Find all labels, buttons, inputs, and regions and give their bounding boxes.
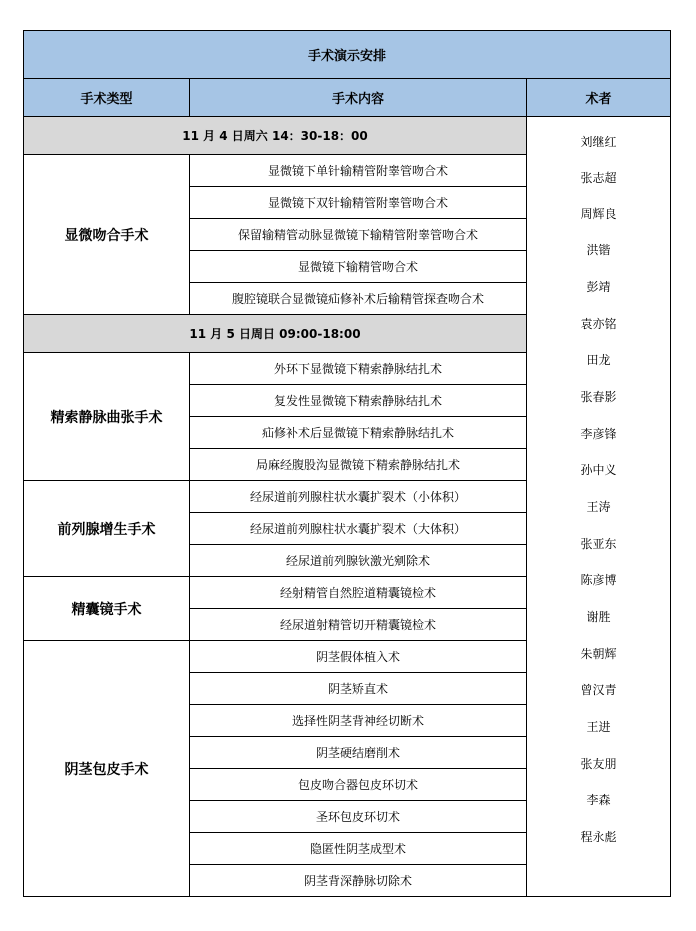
procedure-cell: 疝修补术后显微镜下精索静脉结扎术 xyxy=(190,417,527,449)
surgeon-name: 王涛 xyxy=(586,499,611,514)
surgeon-name: 李森 xyxy=(586,792,611,807)
surgeon-name: 李彦锋 xyxy=(580,426,617,441)
category-cell: 精索静脉曲张手术 xyxy=(24,353,190,481)
surgeon-name: 彭靖 xyxy=(586,279,611,294)
surgeon-name: 洪锴 xyxy=(586,242,611,257)
category-cell: 显微吻合手术 xyxy=(24,155,190,315)
procedure-cell: 经尿道射精管切开精囊镜检术 xyxy=(190,609,527,641)
surgeon-name: 朱朝辉 xyxy=(580,646,617,661)
procedure-cell: 选择性阴茎背神经切断术 xyxy=(190,705,527,737)
surgeon-name: 周辉良 xyxy=(580,206,617,221)
procedure-cell: 阴茎矫直术 xyxy=(190,673,527,705)
procedure-cell: 经尿道前列腺柱状水囊扩裂术（小体积） xyxy=(190,481,527,513)
procedure-cell: 阴茎硬结磨削术 xyxy=(190,737,527,769)
procedure-cell: 显微镜下输精管吻合术 xyxy=(190,251,527,283)
date-row-day1: 11 月 4 日周六 14：30-18：00 xyxy=(24,117,527,155)
surgeon-name: 张亚东 xyxy=(580,536,617,551)
procedure-cell: 经尿道前列腺柱状水囊扩裂术（大体积） xyxy=(190,513,527,545)
surgeon-name: 曾汉青 xyxy=(580,682,617,697)
surgeon-name: 孙中义 xyxy=(580,462,617,477)
procedure-cell: 隐匿性阴茎成型术 xyxy=(190,833,527,865)
category-cell: 精囊镜手术 xyxy=(24,577,190,641)
category-cell: 前列腺增生手术 xyxy=(24,481,190,577)
procedure-cell: 显微镜下单针输精管附睾管吻合术 xyxy=(190,155,527,187)
procedure-cell: 经射精管自然腔道精囊镜检术 xyxy=(190,577,527,609)
procedure-cell: 包皮吻合器包皮环切术 xyxy=(190,769,527,801)
procedure-cell: 腹腔镜联合显微镜疝修补术后输精管探查吻合术 xyxy=(190,283,527,315)
surgeon-name: 张志超 xyxy=(580,170,617,185)
category-cell: 阴茎包皮手术 xyxy=(24,641,190,896)
procedure-cell: 外环下显微镜下精索静脉结扎术 xyxy=(190,353,527,385)
surgeon-name: 王进 xyxy=(586,719,611,734)
table-title: 手术演示安排 xyxy=(24,31,670,79)
surgeon-name: 张春影 xyxy=(580,389,617,404)
procedure-cell: 复发性显微镜下精索静脉结扎术 xyxy=(190,385,527,417)
surgeon-name: 刘继红 xyxy=(580,134,617,149)
procedure-cell: 局麻经腹股沟显微镜下精索静脉结扎术 xyxy=(190,449,527,481)
schedule-table xyxy=(23,30,671,897)
surgeon-name: 程永彪 xyxy=(580,829,617,844)
surgeon-name: 袁亦铭 xyxy=(580,316,617,331)
header-surgeon: 术者 xyxy=(527,79,670,117)
surgeon-name: 张友朋 xyxy=(580,756,617,771)
date-row-day2: 11 月 5 日周日 09:00-18:00 xyxy=(24,315,527,353)
surgeon-name: 谢胜 xyxy=(586,609,611,624)
surgeon-name: 陈彦博 xyxy=(580,572,617,587)
procedure-cell: 圣环包皮环切术 xyxy=(190,801,527,833)
procedure-cell: 经尿道前列腺钬激光剜除术 xyxy=(190,545,527,577)
procedure-cell: 保留输精管动脉显微镜下输精管附睾管吻合术 xyxy=(190,219,527,251)
header-type: 手术类型 xyxy=(24,79,190,117)
procedure-cell: 显微镜下双针输精管附睾管吻合术 xyxy=(190,187,527,219)
procedure-cell: 阴茎背深静脉切除术 xyxy=(190,865,527,896)
procedure-cell: 阴茎假体植入术 xyxy=(190,641,527,673)
surgeon-name: 田龙 xyxy=(586,352,611,367)
header-content: 手术内容 xyxy=(190,79,527,117)
